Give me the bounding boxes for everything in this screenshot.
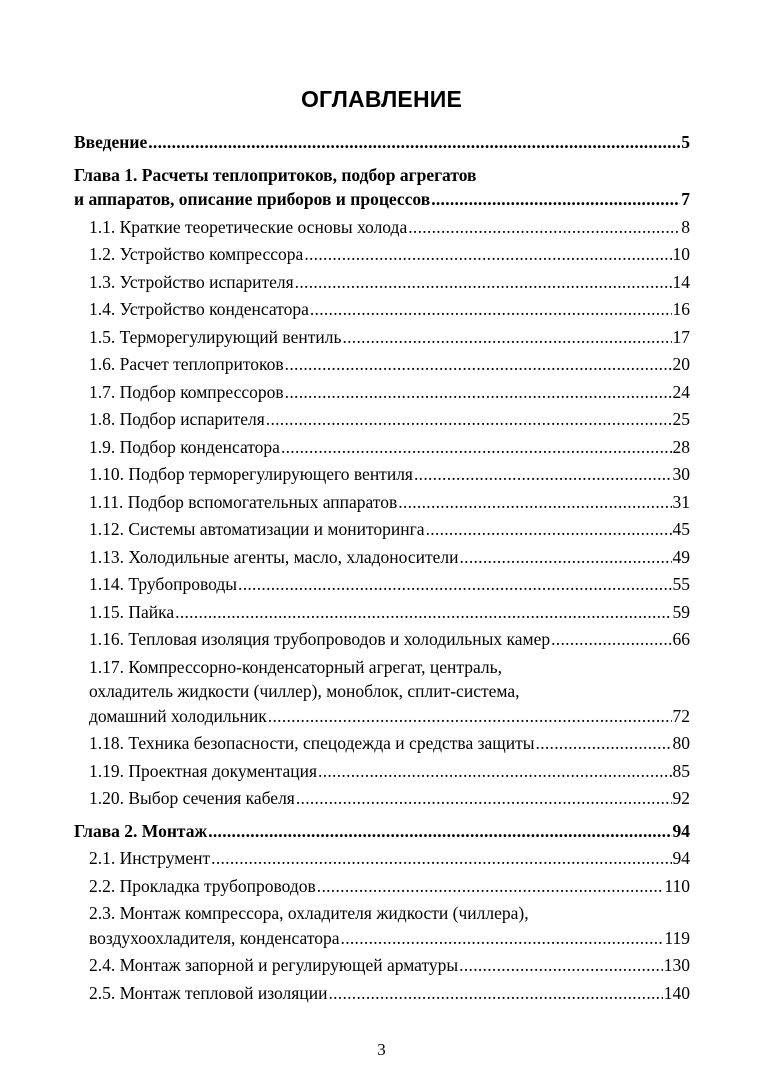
toc-page-number: 92 [672,788,690,808]
leader-dots [317,874,664,899]
toc-page-number: 110 [664,875,690,896]
toc-page-number: 5 [681,132,690,152]
toc-entry-text: 2.5. Монтаж тепловой изоляции [89,982,328,1003]
toc-entry-text: 1.9. Подбор конденсатора [89,436,280,457]
toc-entry-2-2[interactable] [74,874,690,899]
toc-entry-text: и аппаратов, описание приборов и процессов [74,189,431,209]
toc-entry-1-6[interactable] [74,352,690,377]
toc-entry-text: Введение [74,132,148,152]
leader-dots [426,517,672,542]
toc-page-number: 28 [672,436,690,457]
page-title: ОГЛАВЛЕНИЕ [300,86,463,112]
toc-page-number: 94 [672,848,690,868]
page-number: 3 [377,1040,386,1059]
toc-entry-1-9[interactable] [74,435,690,460]
toc-entry-text-line: Глава 1. Расчеты теплопритоков, подбор агрегатов [74,164,477,185]
toc-entry-2-4[interactable] [74,953,690,978]
toc-page-number: 17 [672,326,690,347]
leader-dots [285,380,672,405]
toc-entry-chapter-2[interactable] [74,819,690,844]
toc-page-number: 94 [672,820,690,841]
toc-page-number: 140 [663,982,690,1003]
toc-entry-1-2[interactable] [74,242,690,267]
toc-entry-2-3[interactable] [74,901,690,950]
toc-page-number: 55 [672,574,690,594]
toc-entry-1-10[interactable] [74,462,690,487]
leader-dots [208,819,671,844]
toc-entry-text: 1.11. Подбор вспомогательных аппаратов [89,491,398,512]
toc-page-number: 20 [672,354,690,374]
toc-page-number: 16 [672,299,690,319]
toc-entry-text: 2.2. Прокладка трубопроводов [89,875,316,896]
leader-dots [328,981,662,1006]
leader-dots [342,325,671,350]
toc-entry-text: 1.6. Расчет теплопритоков [89,354,284,374]
toc-entry-text: 1.8. Подбор испарителя [89,409,265,429]
toc-entry-1-15[interactable] [74,600,690,625]
toc-entry-1-4[interactable] [74,297,690,322]
toc-page-number: 10 [672,244,690,264]
toc-entry-text-line: 1.17. Компрессорно-конденсаторный агрегат, централь, [89,656,502,677]
toc-entry-intro[interactable] [74,130,690,155]
leader-dots [285,352,672,377]
toc-page-number: 130 [663,955,690,975]
leader-dots [238,572,671,597]
toc-entry-text: 1.16. Тепловая изоляция трубопроводов и холодильных камер [89,629,551,649]
toc-entry-1-13[interactable] [74,545,690,570]
toc-entry-text: Глава 2. Монтаж [74,820,208,841]
toc-page-number: 119 [664,927,690,948]
toc-page-number: 25 [672,409,690,429]
toc-entry-1-11[interactable] [74,490,690,515]
leader-dots [341,926,664,951]
toc-entry-text: 1.7. Подбор компрессоров [89,381,284,402]
toc-entry-1-17[interactable] [74,655,690,729]
toc-entry-2-5[interactable] [74,981,690,1006]
toc-page-number: 72 [672,705,690,726]
toc-entry-text-line: охладитель жидкости (чиллер), моноблок, сплит-система, [89,681,520,701]
leader-dots [431,187,680,212]
toc-page-number: 30 [672,464,690,484]
toc-page-number: 59 [672,601,690,622]
toc-entry-1-7[interactable] [74,380,690,405]
toc-entry-1-3[interactable] [74,270,690,295]
toc-page-number: 45 [672,519,690,539]
toc-page-number: 66 [672,629,690,649]
leader-dots [318,759,671,784]
toc-entry-text: 1.10. Подбор терморегулирующего вентиля [89,464,413,484]
toc-entry-text: 1.15. Пайка [89,601,175,622]
leader-dots [295,270,672,295]
leader-dots [281,435,672,460]
toc-page-number: 8 [681,216,690,237]
toc-entry-1-18[interactable] [74,731,690,756]
toc-entry-1-16[interactable] [74,627,690,652]
toc-entry-text: воздухоохладителя, конденсатора [89,927,340,948]
leader-dots [175,600,671,625]
toc-entry-2-1[interactable] [74,846,690,871]
leader-dots [268,704,672,729]
leader-dots [296,786,672,811]
toc-entry-text: 1.5. Терморегулирующий вентиль [89,326,342,347]
toc-entry-1-12[interactable] [74,517,690,542]
toc-page-number: 31 [672,491,690,512]
leader-dots [211,846,671,871]
leader-dots [551,627,671,652]
leader-dots [398,490,671,515]
toc-entry-1-19[interactable] [74,759,690,784]
toc-page-number: 7 [681,189,690,209]
toc-entry-text-line: 2.3. Монтаж компрессора, охладителя жидкости (чиллера), [89,903,529,923]
toc-page-number: 49 [672,546,690,567]
leader-dots [414,462,672,487]
toc-entry-1-5[interactable] [74,325,690,350]
toc-entry-1-1[interactable] [74,215,690,240]
table-of-contents [74,130,690,1005]
toc-entry-text: 1.2. Устройство компрессора [89,244,304,264]
leader-dots [266,407,672,432]
toc-entry-text: 1.12. Системы автоматизации и мониторинга [89,519,425,539]
toc-entry-text: домашний холодильник [89,705,267,726]
toc-entry-text: 1.13. Холодильные агенты, масло, хладоносители [89,546,459,567]
toc-entry-text: 2.1. Инструмент [89,848,211,868]
toc-entry-text: 2.4. Монтаж запорной и регулирующей арматуры [89,955,459,975]
toc-entry-text: 1.20. Выбор сечения кабеля [89,788,295,808]
toc-entry-1-14[interactable] [74,572,690,597]
toc-entry-text: 1.18. Техника безопасности, спецодежда и средства защиты [89,733,535,753]
leader-dots [408,215,680,240]
toc-entry-text: 1.3. Устройство испарителя [89,271,294,292]
leader-dots [536,731,672,756]
leader-dots [310,297,672,322]
leader-dots [148,130,680,155]
toc-entry-1-8[interactable] [74,407,690,432]
toc-page-number: 14 [672,271,690,292]
toc-page-number: 80 [672,733,690,753]
leader-dots [459,545,671,570]
toc-entry-text: 1.19. Проектная документация [89,760,318,781]
toc-entry-text: 1.14. Трубопроводы [89,574,238,594]
toc-page-number: 24 [672,381,690,402]
toc-entry-text: 1.1. Краткие теоретические основы холода [89,216,408,237]
leader-dots [304,242,671,267]
leader-dots [459,953,663,978]
toc-entry-chapter-1[interactable] [74,163,690,212]
toc-entry-text: 1.4. Устройство конденсатора [89,299,309,319]
toc-entry-1-20[interactable] [74,786,690,811]
toc-page-number: 85 [672,760,690,781]
